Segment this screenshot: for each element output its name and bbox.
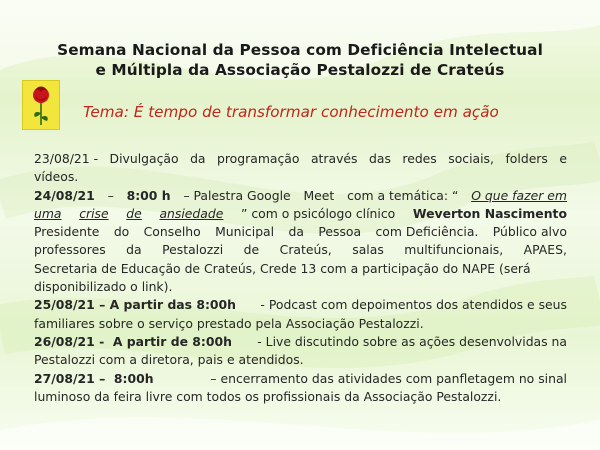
text-fragment: - Live discutindo sobre as ações desenvolvidas na <box>253 333 567 349</box>
text-fragment: 25/08/21 – A partir das 8:00h <box>34 297 237 313</box>
schedule-line <box>34 296 567 314</box>
schedule-text <box>34 150 567 406</box>
text-fragment: de <box>126 205 142 221</box>
schedule-line <box>34 223 567 241</box>
text-fragment: ansiedade <box>159 205 224 221</box>
text-fragment: através <box>310 151 358 166</box>
text-fragment: – <box>107 187 114 203</box>
text-fragment: Secretaria de Educação de Crateús, Crede 13 com a participação do NAPE (será <box>34 260 531 276</box>
text-fragment: multifuncionais, <box>404 242 504 258</box>
text-fragment: APAES, <box>523 242 567 258</box>
schedule-entry <box>34 296 567 333</box>
rose-icon <box>23 81 59 129</box>
text-fragment: Conselho <box>143 224 201 240</box>
text-fragment: sociais, <box>448 151 494 166</box>
text-fragment: disponibilizado o link). <box>34 279 173 295</box>
pestalozzi-logo <box>22 80 60 130</box>
schedule-entry <box>34 370 567 407</box>
schedule-line <box>34 205 567 223</box>
text-fragment: – Palestra Google <box>183 187 291 203</box>
schedule-entry <box>34 333 567 370</box>
page-title-line-1: Semana Nacional da Pessoa com Deficiência Intelectual <box>57 41 543 59</box>
schedule-line <box>34 388 567 406</box>
text-fragment: Meet <box>303 187 335 203</box>
text-fragment: da <box>126 242 142 258</box>
text-fragment: salas <box>352 242 384 258</box>
text-fragment: luminoso da feira livre com todos os profissionais da Associação Pestalozzi. <box>34 388 502 404</box>
schedule-entry <box>34 150 567 187</box>
schedule-line <box>34 278 567 296</box>
text-fragment: Presidente <box>34 224 100 240</box>
text-fragment: com a temática: “ <box>347 187 459 203</box>
text-fragment: da <box>190 151 206 166</box>
schedule-line <box>34 241 567 259</box>
text-fragment: 8:00 h <box>126 187 171 203</box>
page-title-line-2: e Múltipla da Associação Pestalozzi de Crateús <box>95 61 505 79</box>
text-fragment: das <box>368 151 391 166</box>
text-fragment: 24/08/21 <box>34 187 95 203</box>
text-fragment: Weverton Nascimento <box>412 205 567 221</box>
text-fragment: e <box>559 151 567 166</box>
text-fragment: vídeos. <box>34 169 79 185</box>
schedule-line <box>34 260 567 278</box>
schedule-entry <box>34 187 567 297</box>
text-fragment: Pestalozzi <box>162 242 224 258</box>
text-fragment: 23/08/21 - <box>34 151 99 166</box>
text-fragment: do <box>113 224 130 240</box>
text-fragment: - Podcast com depoimentos dos atendidos e seus <box>256 297 567 313</box>
schedule-line <box>34 168 567 186</box>
text-fragment: Municipal <box>215 224 275 240</box>
text-fragment: Divulgação <box>109 151 179 166</box>
theme-heading: Tema: É tempo de transformar conhecimento em ação <box>83 103 499 121</box>
text-fragment: – encerramento das atividades com panfletagem no sinal <box>206 370 567 386</box>
text-fragment: redes <box>402 151 437 166</box>
text-fragment: Pessoa <box>318 224 362 240</box>
text-fragment: familiares sobre o serviço prestado pela Associação Pestalozzi. <box>34 315 424 331</box>
text-fragment: 26/08/21 - A partir de 8:00h <box>34 333 232 349</box>
schedule-line <box>34 315 567 333</box>
text-fragment: Crateús, <box>279 242 332 258</box>
text-fragment: uma <box>34 205 62 221</box>
schedule-line <box>34 333 567 351</box>
text-fragment: de <box>243 242 260 258</box>
text-fragment: Público alvo <box>492 224 567 240</box>
text-fragment: professores <box>34 242 106 258</box>
text-fragment: programação <box>217 151 300 166</box>
schedule-line <box>34 370 567 388</box>
text-fragment: crise <box>79 205 109 221</box>
text-fragment: da <box>288 224 304 240</box>
text-fragment: ” com o psicólogo clínico <box>241 205 396 221</box>
text-fragment: folders <box>505 151 548 166</box>
schedule-line <box>34 187 567 205</box>
schedule-line <box>34 351 567 369</box>
text-fragment: Pestalozzi com a diretora, pais e atendidos. <box>34 352 304 368</box>
text-fragment: com Deficiência. <box>375 224 479 240</box>
text-fragment: O que fazer em <box>471 187 567 203</box>
schedule-line <box>34 150 567 168</box>
text-fragment: 27/08/21 – 8:00h <box>34 370 154 386</box>
